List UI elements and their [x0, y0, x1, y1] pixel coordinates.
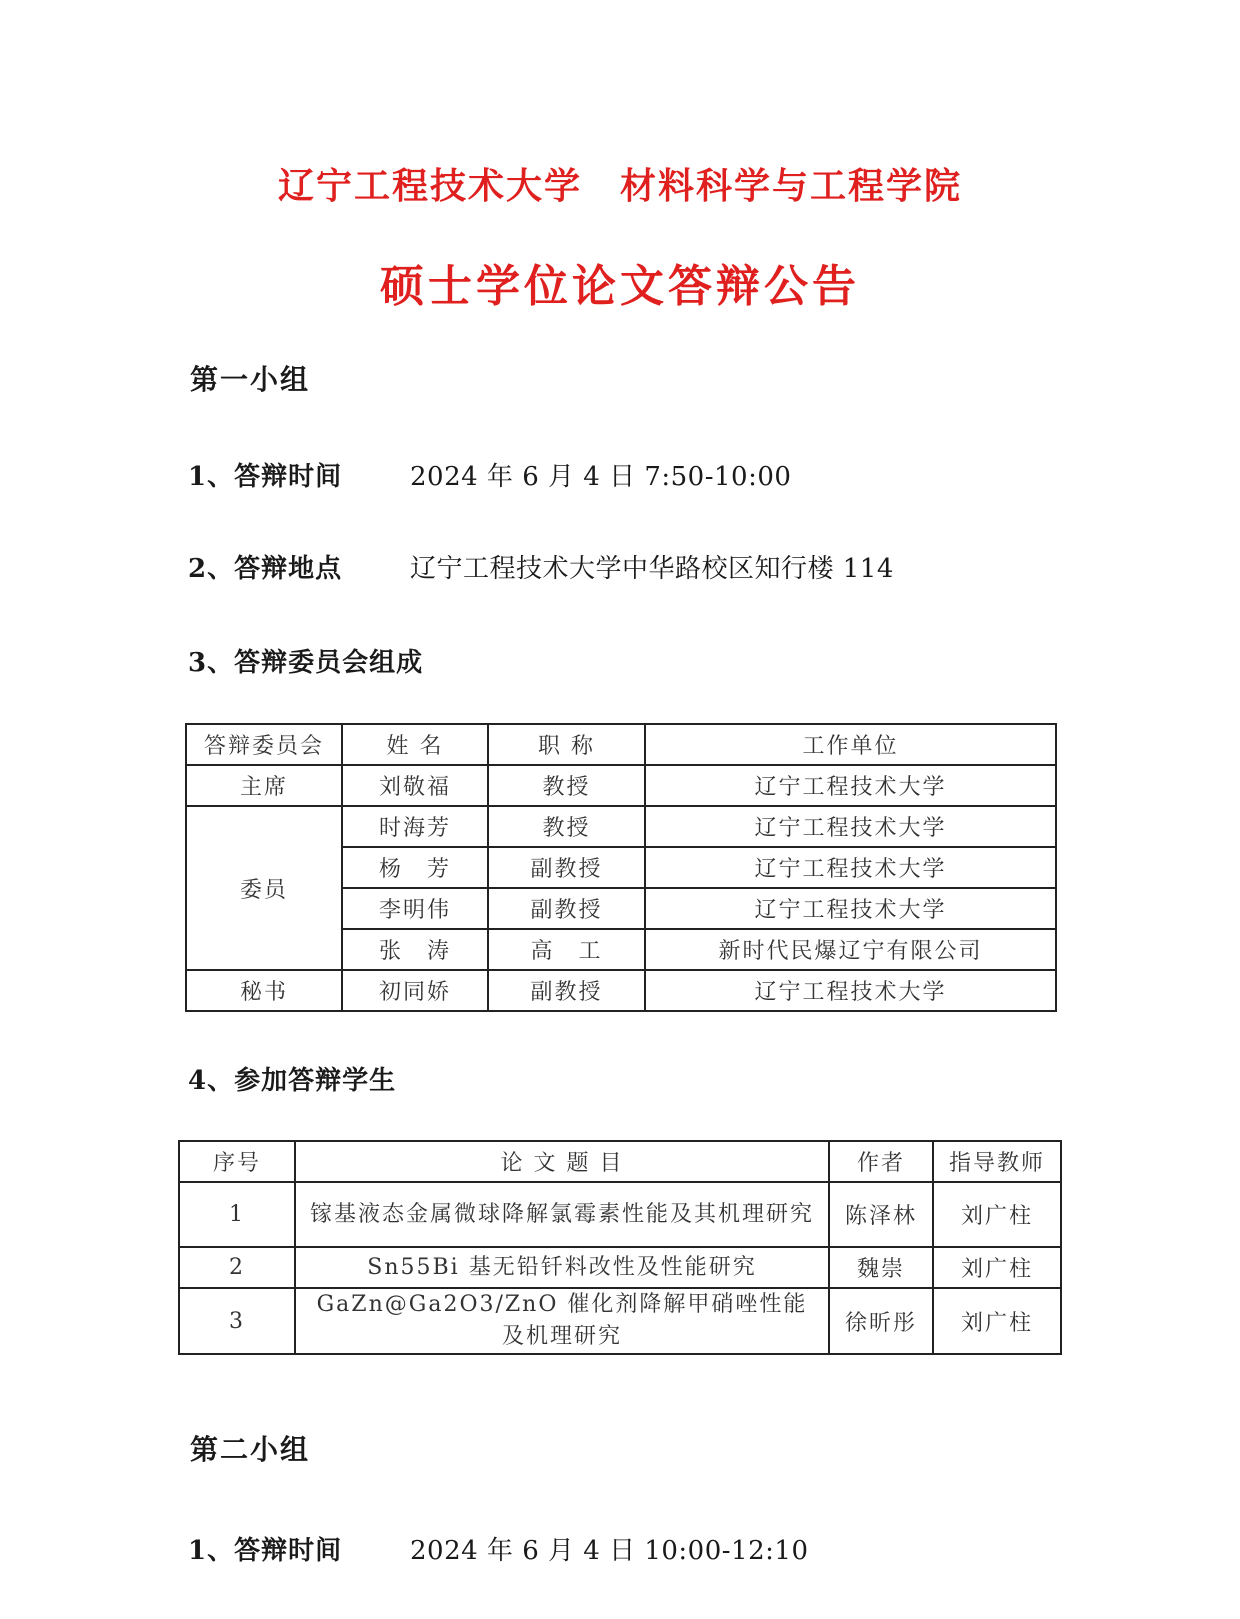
committee-name: 杨 芳: [342, 847, 488, 888]
group1-students: [188, 1060, 396, 1097]
committee-row-member: [186, 806, 1056, 847]
group2-time: [188, 1530, 808, 1567]
student-advisor: 刘广柱: [933, 1182, 1061, 1247]
student-no: 1: [179, 1182, 295, 1247]
committee-title: 副教授: [488, 888, 645, 929]
committee-row-chair: [186, 765, 1056, 806]
committee-title: 高 工: [488, 929, 645, 970]
committee-unit: 辽宁工程技术大学: [645, 970, 1056, 1011]
student-thesis-title: Sn55Bi 基无铅钎料改性及性能研究: [295, 1247, 829, 1288]
group2-time-label: 1、答辩时间: [188, 1536, 343, 1566]
group1-heading: 第一小组: [190, 363, 311, 396]
student-author: 徐昕彤: [829, 1288, 933, 1354]
students-table: [178, 1140, 1062, 1355]
student-author: 陈泽林: [829, 1182, 933, 1247]
committee-unit: 辽宁工程技术大学: [645, 847, 1056, 888]
group1-committee-label: 3、答辩委员会组成: [188, 648, 424, 678]
group1-time-label: 1、答辩时间: [188, 462, 343, 492]
students-row: [179, 1288, 1061, 1354]
group1-time-value: 2024 年 6 月 4 日 7:50-10:00: [410, 462, 792, 492]
group2-time-value: 2024 年 6 月 4 日 10:00-12:10: [410, 1536, 809, 1566]
group1-committee: [188, 642, 423, 679]
student-advisor: 刘广柱: [933, 1288, 1061, 1354]
students-header-cell: 指导教师: [933, 1141, 1061, 1182]
group1-place-value: 辽宁工程技术大学中华路校区知行楼 114: [410, 554, 894, 584]
committee-title: 教授: [488, 765, 645, 806]
committee-name: 初同娇: [342, 970, 488, 1011]
student-author: 魏崇: [829, 1247, 933, 1288]
students-header-cell: 序号: [179, 1141, 295, 1182]
student-thesis-title: GaZn@Ga2O3/ZnO 催化剂降解甲硝唑性能及机理研究: [295, 1288, 829, 1354]
committee-role: 秘书: [186, 970, 342, 1011]
committee-header-cell: 答辩委员会: [186, 724, 342, 765]
students-row: [179, 1182, 1061, 1247]
committee-unit: 辽宁工程技术大学: [645, 806, 1056, 847]
committee-name: 时海芳: [342, 806, 488, 847]
committee-role: 委员: [186, 806, 342, 970]
committee-title: 副教授: [488, 847, 645, 888]
committee-header-row: [186, 724, 1056, 765]
committee-title: 副教授: [488, 970, 645, 1011]
committee-header-cell: 职 称: [488, 724, 645, 765]
committee-table: [185, 723, 1057, 1012]
committee-header-cell: 姓 名: [342, 724, 488, 765]
student-thesis-title: 镓基液态金属微球降解氯霉素性能及其机理研究: [295, 1182, 829, 1247]
students-header-cell: 论 文 题 目: [295, 1141, 829, 1182]
student-no: 2: [179, 1247, 295, 1288]
group1-place-label: 2、答辩地点: [188, 554, 343, 584]
student-advisor: 刘广柱: [933, 1247, 1061, 1288]
students-header-cell: 作者: [829, 1141, 933, 1182]
group1-students-label: 4、参加答辩学生: [188, 1066, 397, 1096]
committee-name: 张 涛: [342, 929, 488, 970]
committee-name: 刘敬福: [342, 765, 488, 806]
committee-name: 李明伟: [342, 888, 488, 929]
students-header-row: [179, 1141, 1061, 1182]
students-row: [179, 1247, 1061, 1288]
committee-unit: 辽宁工程技术大学: [645, 765, 1056, 806]
committee-header-cell: 工作单位: [645, 724, 1056, 765]
document-title-institution: 辽宁工程技术大学 材料科学与工程学院: [277, 165, 962, 207]
group2-heading: 第二小组: [190, 1433, 311, 1466]
document-title-announcement: 硕士学位论文答辩公告: [380, 261, 860, 312]
student-no: 3: [179, 1288, 295, 1354]
committee-title: 教授: [488, 806, 645, 847]
group1-time: [188, 456, 791, 493]
committee-row-secretary: [186, 970, 1056, 1011]
committee-role: 主席: [186, 765, 342, 806]
group1-place: [188, 548, 894, 585]
committee-unit: 辽宁工程技术大学: [645, 888, 1056, 929]
committee-unit: 新时代民爆辽宁有限公司: [645, 929, 1056, 970]
